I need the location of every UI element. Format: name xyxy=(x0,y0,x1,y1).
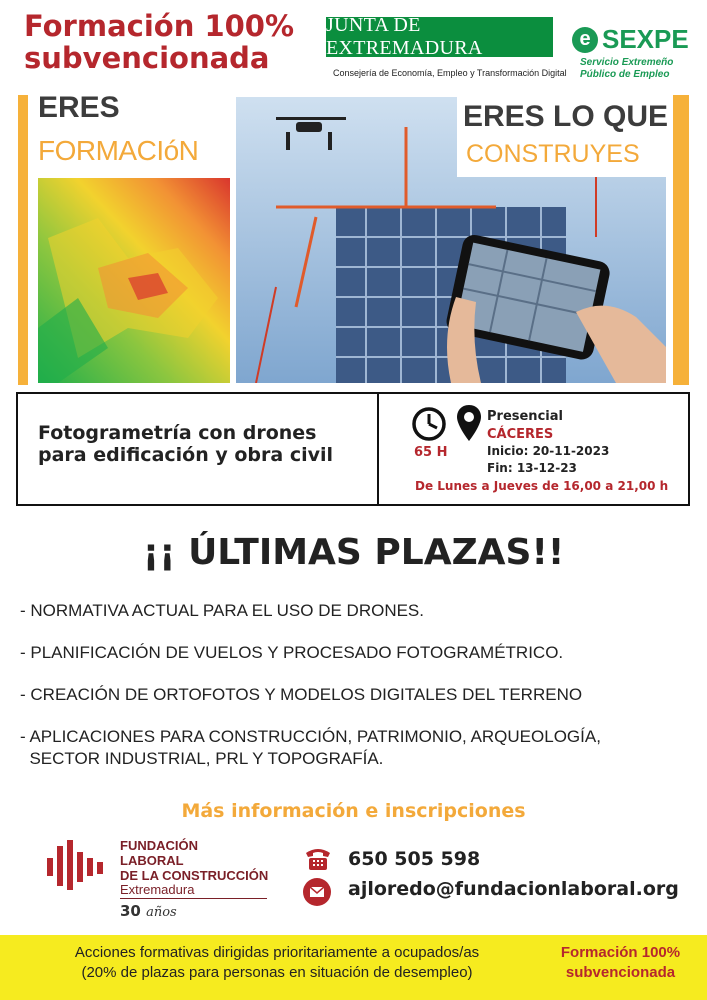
footer-note-line2: (20% de plazas para personas en situación de desempleo) xyxy=(81,964,473,981)
last-places-heading: ¡¡ ÚLTIMAS PLAZAS!! xyxy=(142,532,565,573)
course-title-line1: Fotogrametría con drones xyxy=(38,422,317,444)
sexpe-subtitle xyxy=(580,57,673,81)
course-start: Inicio: 20-11-2023 xyxy=(487,444,610,458)
topic-item: - PLANIFICACIÓN DE VUELOS Y PROCESADO FOTOGRAMÉTRICO. xyxy=(20,643,564,662)
footer-subsidy-line2: subvencionada xyxy=(565,964,676,981)
accent-bar-left xyxy=(18,95,28,385)
topic-item: - NORMATIVA ACTUAL PARA EL USO DE DRONES. xyxy=(20,601,424,620)
phone-icon xyxy=(304,845,332,871)
topic-item: - CREACIÓN DE ORTOFOTOS Y MODELOS DIGITALES DEL TERRENO xyxy=(20,685,583,704)
sexpe-sub-line1: Servicio Extremeño xyxy=(580,57,674,68)
junta-logo: JUNTA DE EXTREMADURA xyxy=(326,17,553,57)
course-title xyxy=(38,422,368,466)
slogan-eres: ERES xyxy=(38,91,120,124)
sexpe-e-icon: e xyxy=(572,27,598,53)
slogan-formacion: FORMACIóN xyxy=(38,135,199,166)
contact-phone[interactable]: 650 505 598 xyxy=(348,848,481,870)
headline-line2: subvencionada xyxy=(24,41,270,75)
anniversary-number: 30 xyxy=(120,902,141,920)
sexpe-sub-line2: Público de Empleo xyxy=(580,69,670,80)
sexpe-logo xyxy=(572,24,689,55)
fundacion-line1: FUNDACIÓN xyxy=(120,838,198,853)
headline-line1: Formación 100% xyxy=(24,9,295,43)
clock-icon xyxy=(411,406,447,442)
fundacion-line3: DE LA CONSTRUCCIÓN xyxy=(120,868,269,883)
mail-icon xyxy=(302,877,332,907)
course-title-line2: para edificación y obra civil xyxy=(38,444,334,466)
fundacion-region: Extremadura xyxy=(120,882,195,897)
headline xyxy=(24,10,314,74)
footer-subsidy xyxy=(548,943,693,983)
footer-subsidy-line1: Formación 100% xyxy=(560,944,681,961)
course-city: CÁCERES xyxy=(487,427,554,442)
course-end: Fin: 13-12-23 xyxy=(487,461,577,475)
contact-email[interactable]: ajloredo@fundacionlaboral.org xyxy=(348,878,679,900)
terrain-model-image xyxy=(38,178,230,383)
location-pin-icon xyxy=(456,404,482,442)
fundacion-anniversary xyxy=(120,902,177,920)
course-hours: 65 H xyxy=(414,445,448,460)
fundacion-logo-icon xyxy=(47,840,107,890)
consejeria-text: Consejería de Economía, Empleo y Transformación Digital xyxy=(333,68,567,78)
course-modality: Presencial xyxy=(487,409,563,424)
fundacion-divider xyxy=(120,898,267,899)
footer-note-line1: Acciones formativas dirigidas prioritariamente a ocupados/as xyxy=(74,944,480,961)
topics-list xyxy=(20,600,700,790)
anniversary-word: años xyxy=(146,905,177,920)
fundacion-name xyxy=(120,838,268,883)
course-schedule: De Lunes a Jueves de 16,00 a 21,00 h xyxy=(415,479,669,493)
fundacion-line2: LABORAL xyxy=(120,853,184,868)
topic-item-line1: - APLICACIONES PARA CONSTRUCCIÓN, PATRIMONIO, ARQUEOLOGÍA, xyxy=(20,727,601,746)
slogan-construyes: CONSTRUYES xyxy=(466,140,640,168)
more-info-heading: Más información e inscripciones xyxy=(181,800,526,822)
sexpe-name: SEXPE xyxy=(602,24,689,54)
topic-item-line2: SECTOR INDUSTRIAL, PRL Y TOPOGRAFÍA. xyxy=(20,749,384,768)
slogan-eres-lo-que: ERES LO QUE xyxy=(463,100,669,133)
info-divider xyxy=(377,392,379,506)
accent-bar-right xyxy=(673,95,689,385)
footer-note xyxy=(12,943,542,983)
topic-item xyxy=(20,726,700,770)
